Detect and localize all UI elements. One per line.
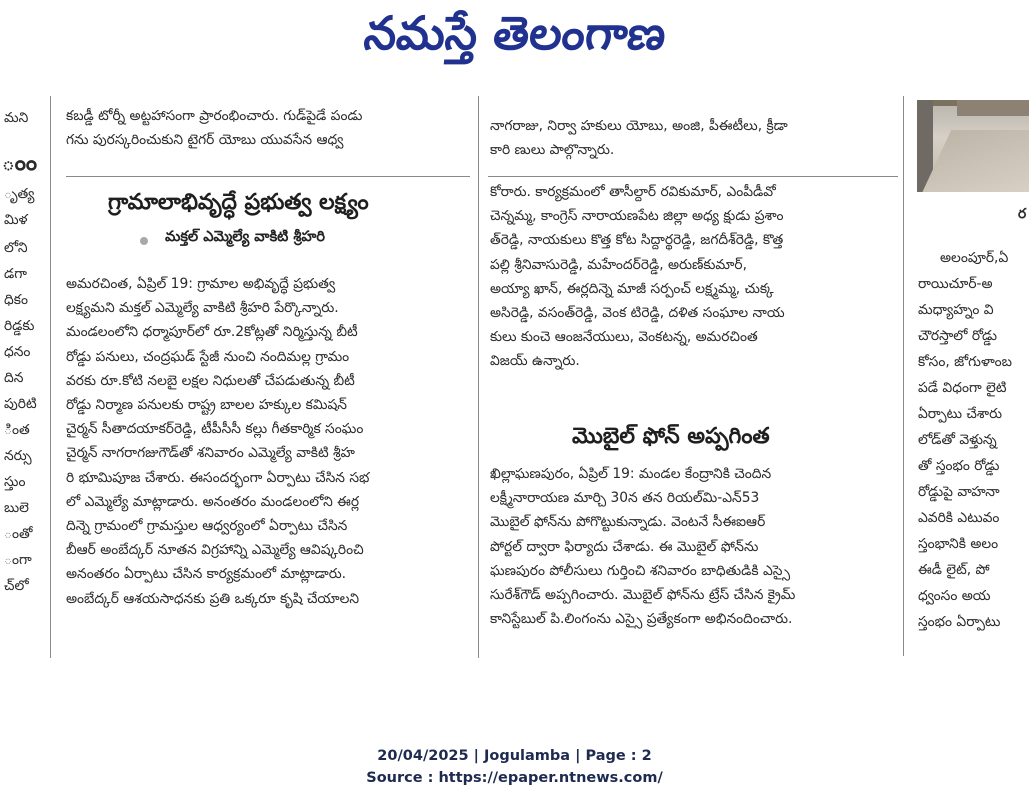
continued-text-top-left [66, 104, 470, 160]
fragment-line: పడే విధంగా లైటి [918, 380, 1007, 396]
fragment-line: ంతో [4, 526, 33, 542]
fragment-line: చ్‌లో [4, 578, 29, 594]
fragment-line: బులె [4, 500, 29, 516]
article-headline: మొబైల్ ఫోన్ అప్పగింత [572, 424, 770, 449]
text-line: చైర్మన్ నాగరాగజుగౌడ్‌తో శనివారం ఎమ్మెల్యే వాకిటి శ్రీహ [66, 445, 355, 462]
text-line: అమరచింత, ఏప్రిల్ 19: గ్రామాల అభివృద్ధే ప్రభుత్వ [66, 276, 336, 292]
text-line: మండలంలోని ధర్మాపూర్‌లో రూ.2కోట్లతో నిర్మిస్తున్న బీటీ [66, 324, 358, 341]
fragment-line: లోని [4, 240, 28, 256]
fragment-line: తో స్తంభం రోడ్డు [918, 458, 1000, 474]
article-divider-left [66, 176, 470, 177]
text-line: చైర్మన్ సీతాదయాకర్‌రెడ్డి, టీపీసీసీ కల్లు గీతకార్మిక సంఘం [66, 421, 364, 438]
fragment-line: స్తుం [4, 474, 26, 490]
bullet-icon [140, 237, 148, 245]
continued-text-top-right [490, 114, 896, 166]
fragment-line: రిడ్డకు [4, 318, 35, 334]
text-line: కులు కుంచె ఆంజనేయులు, వెంకటన్న, అమరచింత [490, 329, 758, 346]
article-body [66, 272, 472, 662]
fragment-heading: ంం [2, 151, 38, 176]
fragment-line: ఈడీ లైట్, పో [918, 562, 990, 578]
photo-caption-fragment: ర [1018, 206, 1027, 222]
text-line: పోర్టల్ ద్వారా ఫిర్యాదు చేశాడు. ఈ మొబైల్ ఫోన్‌ను [490, 538, 759, 555]
text-line: లో ఎమ్మెల్యే మాట్లాడారు. అనంతరం మండలంలోని ఈర్ల [66, 493, 360, 510]
column-rule-right [903, 96, 904, 656]
fragment-line: ధ్వంసం అయ [918, 588, 991, 604]
fragment-line: ృత్య [4, 186, 35, 202]
fragment-line: దిన [4, 370, 24, 386]
fragment-line: స్తంభానికి అలం [918, 536, 999, 552]
text-line: కబడ్డీ టోర్నీ అట్టహాసంగా ప్రారంభించారు. గుడ్‌పైడే పండు [66, 108, 363, 124]
text-line: ఖిల్లాఘణపురం, ఏప్రిల్ 19: మండల కేంద్రానికి చెందిన [490, 466, 772, 482]
fragment-line: మధ్యాహ్నం వి [918, 302, 994, 318]
footer-date-edition: 20/04/2025 | Jogulamba | Page : 2 [377, 748, 652, 764]
fragment-line: ధికం [4, 292, 28, 308]
article-headline: గ్రామాలాభివృద్ధే ప్రభుత్వ లక్ష్యం [108, 190, 369, 215]
newspaper-logo: నమస్తే తెలంగాణ [361, 6, 669, 60]
article-divider-right [488, 176, 898, 177]
text-line: విజయ్ ఉన్నారు. [490, 353, 580, 370]
text-line: అనంతరం ఏర్పాటు చేసిన కార్యక్రమంలో మాట్లాడారు. [66, 566, 347, 583]
text-line: సురేశ్‌గౌడ్ అప్పగించారు. మొబైల్ ఫోన్‌ను ట్రేస్ చేసిన క్రైమ్ [490, 587, 796, 604]
text-line: మొబైల్ ఫోన్‌ను పోగొట్టుకున్నాడు. వెంటనే సీఈఐఆర్ [490, 514, 766, 531]
text-line: లక్ష్యమని మక్తల్ ఎమ్మెల్యే వాకిటి శ్రీహరి పేర్కొన్నారు. [66, 300, 339, 317]
text-line: పల్లి శ్రీనివాసురెడ్డి, మహేందర్‌రెడ్డి, అరుణ్‌కుమార్, [490, 256, 747, 273]
footer-source-link[interactable]: Source : https://epaper.ntnews.com/ [366, 770, 663, 786]
news-photo [917, 100, 1029, 192]
article-body-continuation [490, 180, 896, 380]
fragment-line: ఎవరికి ఎటువం [918, 510, 1000, 526]
text-line: త్‌రెడ్డి, నాయకులు కొత్త కోట సిద్దార్థరెడ్డి, జగదీశ్‌రెడ్డి, కొత్త [490, 232, 784, 249]
article-subheadline: మక్తల్ ఎమ్మెల్యే వాకిటి శ్రీహరి [165, 229, 325, 245]
text-line: గను పురస్కరించుకుని టైగర్ యోబు యువసేన ఆధ్వ [66, 132, 344, 149]
text-line: రోడ్డు పనులు, చంద్రఘడ్ స్టేజీ నుంచి నందిమల్ల గ్రామం [66, 348, 350, 365]
fragment-line: అలంపూర్,ఏ [940, 250, 1009, 266]
text-line: బీఆర్ అంబేద్కర్ నూతన విగ్రహాన్ని ఎమ్మెల్యే ఆవిష్కరించి [66, 542, 364, 559]
text-line: అసిరెడ్డి, వసంత్‌రెడ్డి, వెంక టిరెడ్డి, దళిత సంఘాల నాయ [490, 305, 785, 322]
fragment-line: మిళ [4, 212, 28, 228]
text-line: కోరారు. కార్యక్రమంలో తాసీల్దార్ రవికుమార్, ఎంపీడీవో [490, 184, 776, 200]
column-rule-middle [478, 96, 479, 658]
masthead [0, 0, 1029, 80]
text-line: దిన్నె గ్రామంలో గ్రామస్తుల ఆధ్వర్యంలో ఏర్పాటు చేసిన [66, 518, 348, 535]
text-line: రి భూమిపూజ చేశారు. ఈసందర్భంగా ఏర్పాటు చేసిన సభ [66, 469, 370, 486]
fragment-line: రోడ్డుపై వాహనా [918, 484, 1000, 500]
fragment-line: ధనం [4, 344, 31, 360]
text-line: లక్ష్మీనారాయణ మార్చి 30న తన రియల్‌మి-ఎన్53 [490, 490, 760, 507]
text-line: ఘణపురం పోలీసులు గుర్తించి శనివారం బాధితుడికి ఎస్సై [490, 562, 791, 579]
text-line: వరకు రూ.కోటి నలబై లక్షల నిధులతో చేపడుతున్న బీటీ [66, 372, 355, 389]
article-body [490, 462, 896, 642]
fragment-line: లోడ్‌తో వెళ్తున్న [918, 432, 997, 448]
text-line: చెన్నమ్మ, కాంగ్రెస్ నారాయణపేట జిల్లా అధ్య క్షుడు ప్రశాం [490, 208, 784, 225]
text-line: రోడ్డు నిర్మాణ పనులకు రాష్ట్ర బాలల హక్కుల కమిషన్ [66, 397, 347, 414]
fragment-line: డగా [4, 266, 27, 282]
fragment-line: రాయిచూర్-అ [918, 276, 993, 292]
fragment-line: కోసం, జోగుళాంబ [918, 354, 1012, 370]
fragment-line: ింత [4, 422, 30, 438]
fragment-line: పురిటి [4, 396, 37, 412]
text-line: కారి ణులు పాల్గొన్నారు. [490, 142, 615, 159]
fragment-line: నర్సు [4, 448, 32, 464]
text-line: అయ్యా ఖాన్, ఈర్లదిన్నె మాజీ సర్పంచ్ లక్ష్మమ్మ, చుక్క [490, 280, 774, 297]
fragment-line: ఏర్పాటు చేశారు [918, 406, 1003, 422]
text-line: నాగరాజు, నిర్వా హకులు యోబు, అంజి, పీఈటీలు, క్రీడా [490, 118, 788, 134]
column-rule-left [50, 96, 51, 658]
fragment-line: చౌరస్తాలో రోడ్డు [918, 328, 997, 344]
text-line: అంబేద్కర్ ఆశయసాధనకు ప్రతి ఒక్కరూ కృషి చేయాలని [66, 590, 360, 607]
fragment-line: ంగా [4, 552, 32, 568]
text-line: కానిస్టేబుల్ పి.లింగంను ఎస్సై ప్రత్యేకంగా అభినందించారు. [490, 611, 793, 628]
fragment-line: మని [4, 110, 29, 126]
fragment-line: స్తంభం ఏర్పాటు [918, 614, 1001, 630]
